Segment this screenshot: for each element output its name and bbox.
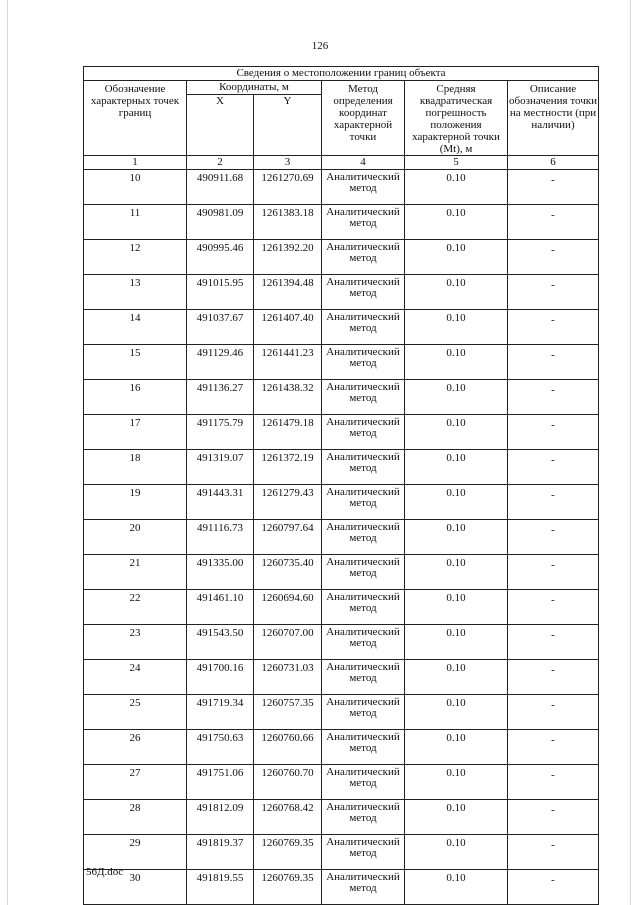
- cell-x: 491129.46: [187, 345, 254, 380]
- cell-error: 0.10: [405, 450, 508, 485]
- cell-y: 1261270.69: [254, 170, 322, 205]
- cell-description: -: [508, 625, 599, 660]
- cell-error: 0.10: [405, 800, 508, 835]
- cell-point-number: 15: [84, 345, 187, 380]
- cell-x: 491750.63: [187, 730, 254, 765]
- cell-point-number: 27: [84, 765, 187, 800]
- cell-error: 0.10: [405, 275, 508, 310]
- cell-method: Аналитический метод: [322, 835, 405, 870]
- cell-description: -: [508, 240, 599, 275]
- column-number: 4: [322, 156, 405, 170]
- table-row: [84, 275, 599, 310]
- cell-description: -: [508, 415, 599, 450]
- cell-method: Аналитический метод: [322, 485, 405, 520]
- cell-description: -: [508, 345, 599, 380]
- cell-y: 1260760.66: [254, 730, 322, 765]
- cell-point-number: 22: [84, 590, 187, 625]
- table-row: [84, 730, 599, 765]
- cell-method: Аналитический метод: [322, 555, 405, 590]
- table-row: [84, 310, 599, 345]
- cell-description: -: [508, 450, 599, 485]
- cell-y: 1261479.18: [254, 415, 322, 450]
- table-row: [84, 555, 599, 590]
- cell-y: 1261441.23: [254, 345, 322, 380]
- cell-point-number: 24: [84, 660, 187, 695]
- cell-error: 0.10: [405, 730, 508, 765]
- cell-point-number: 14: [84, 310, 187, 345]
- cell-method: Аналитический метод: [322, 240, 405, 275]
- cell-point-number: 19: [84, 485, 187, 520]
- cell-description: -: [508, 275, 599, 310]
- cell-method: Аналитический метод: [322, 520, 405, 555]
- cell-point-number: 28: [84, 800, 187, 835]
- cell-method: Аналитический метод: [322, 205, 405, 240]
- cell-point-number: 23: [84, 625, 187, 660]
- cell-description: -: [508, 205, 599, 240]
- cell-y: 1260768.42: [254, 800, 322, 835]
- table-row: [84, 485, 599, 520]
- header-y: Y: [254, 95, 322, 156]
- header-error: Средняя квадратическая погрешность положения характерной точки (Mt), м: [405, 81, 508, 156]
- cell-y: 1260760.70: [254, 765, 322, 800]
- table-row: [84, 450, 599, 485]
- cell-point-number: 30: [84, 870, 187, 905]
- table-row: [84, 170, 599, 205]
- cell-point-number: 20: [84, 520, 187, 555]
- table-row: [84, 240, 599, 275]
- cell-description: -: [508, 730, 599, 765]
- table-row: [84, 380, 599, 415]
- cell-method: Аналитический метод: [322, 415, 405, 450]
- cell-x: 490981.09: [187, 205, 254, 240]
- column-number: 5: [405, 156, 508, 170]
- cell-y: 1260731.03: [254, 660, 322, 695]
- cell-x: 491461.10: [187, 590, 254, 625]
- cell-method: Аналитический метод: [322, 625, 405, 660]
- cell-description: -: [508, 800, 599, 835]
- cell-error: 0.10: [405, 765, 508, 800]
- cell-x: 491819.37: [187, 835, 254, 870]
- cell-y: 1260707.00: [254, 625, 322, 660]
- table-row: [84, 205, 599, 240]
- cell-x: 490911.68: [187, 170, 254, 205]
- cell-description: -: [508, 520, 599, 555]
- cell-method: Аналитический метод: [322, 870, 405, 905]
- cell-description: -: [508, 765, 599, 800]
- cell-y: 1260769.35: [254, 835, 322, 870]
- cell-x: 491700.16: [187, 660, 254, 695]
- cell-y: 1260769.35: [254, 870, 322, 905]
- table-row: [84, 520, 599, 555]
- cell-x: 491443.31: [187, 485, 254, 520]
- cell-error: 0.10: [405, 345, 508, 380]
- cell-y: 1261383.18: [254, 205, 322, 240]
- cell-method: Аналитический метод: [322, 590, 405, 625]
- table-row: [84, 870, 599, 905]
- cell-y: 1260694.60: [254, 590, 322, 625]
- cell-description: -: [508, 555, 599, 590]
- cell-y: 1261279.43: [254, 485, 322, 520]
- cell-x: 491319.07: [187, 450, 254, 485]
- cell-error: 0.10: [405, 695, 508, 730]
- boundary-coordinates-table: [83, 66, 599, 905]
- footer-filename: 56Д.doc: [86, 866, 124, 878]
- cell-method: Аналитический метод: [322, 345, 405, 380]
- cell-error: 0.10: [405, 625, 508, 660]
- boundary-table-container: [83, 66, 598, 905]
- table-body: [84, 170, 599, 905]
- cell-method: Аналитический метод: [322, 170, 405, 205]
- cell-x: 491719.34: [187, 695, 254, 730]
- cell-y: 1260797.64: [254, 520, 322, 555]
- table-row: [84, 800, 599, 835]
- header-description: Описание обозначения точки на местности (при наличии): [508, 81, 599, 156]
- cell-method: Аналитический метод: [322, 380, 405, 415]
- cell-error: 0.10: [405, 240, 508, 275]
- page-number: 126: [311, 40, 329, 52]
- table-row: [84, 590, 599, 625]
- cell-error: 0.10: [405, 520, 508, 555]
- cell-x: 491819.55: [187, 870, 254, 905]
- cell-description: -: [508, 835, 599, 870]
- cell-point-number: 11: [84, 205, 187, 240]
- cell-method: Аналитический метод: [322, 695, 405, 730]
- header-coordinates: Координаты, м: [187, 81, 322, 95]
- cell-method: Аналитический метод: [322, 310, 405, 345]
- header-x: X: [187, 95, 254, 156]
- column-number: 6: [508, 156, 599, 170]
- cell-method: Аналитический метод: [322, 765, 405, 800]
- cell-x: 491015.95: [187, 275, 254, 310]
- cell-y: 1260757.35: [254, 695, 322, 730]
- cell-method: Аналитический метод: [322, 275, 405, 310]
- cell-x: 491116.73: [187, 520, 254, 555]
- cell-error: 0.10: [405, 205, 508, 240]
- cell-description: -: [508, 870, 599, 905]
- cell-y: 1261372.19: [254, 450, 322, 485]
- cell-point-number: 25: [84, 695, 187, 730]
- table-row: [84, 625, 599, 660]
- header-method: Метод определения координат характерной точки: [322, 81, 405, 156]
- cell-x: 491175.79: [187, 415, 254, 450]
- column-number: 1: [84, 156, 187, 170]
- cell-point-number: 26: [84, 730, 187, 765]
- cell-error: 0.10: [405, 835, 508, 870]
- cell-point-number: 21: [84, 555, 187, 590]
- cell-x: 490995.46: [187, 240, 254, 275]
- table-row: [84, 660, 599, 695]
- cell-description: -: [508, 590, 599, 625]
- scan-edge-left: [7, 0, 8, 905]
- cell-x: 491136.27: [187, 380, 254, 415]
- cell-x: 491037.67: [187, 310, 254, 345]
- cell-point-number: 17: [84, 415, 187, 450]
- cell-error: 0.10: [405, 310, 508, 345]
- scan-edge-right: [630, 0, 631, 905]
- cell-error: 0.10: [405, 485, 508, 520]
- cell-description: -: [508, 660, 599, 695]
- cell-y: 1261407.40: [254, 310, 322, 345]
- cell-description: -: [508, 170, 599, 205]
- cell-y: 1261392.20: [254, 240, 322, 275]
- cell-error: 0.10: [405, 660, 508, 695]
- cell-method: Аналитический метод: [322, 800, 405, 835]
- cell-point-number: 29: [84, 835, 187, 870]
- cell-error: 0.10: [405, 590, 508, 625]
- cell-error: 0.10: [405, 170, 508, 205]
- table-row: [84, 345, 599, 380]
- table-caption: Сведения о местоположении границ объекта: [84, 67, 599, 81]
- cell-point-number: 13: [84, 275, 187, 310]
- header-point-label: Обозначение характерных точек границ: [84, 81, 187, 156]
- cell-point-number: 16: [84, 380, 187, 415]
- cell-x: 491543.50: [187, 625, 254, 660]
- cell-x: 491812.09: [187, 800, 254, 835]
- cell-point-number: 18: [84, 450, 187, 485]
- cell-description: -: [508, 310, 599, 345]
- cell-x: 491335.00: [187, 555, 254, 590]
- column-number: 3: [254, 156, 322, 170]
- cell-y: 1261438.32: [254, 380, 322, 415]
- cell-error: 0.10: [405, 415, 508, 450]
- cell-description: -: [508, 695, 599, 730]
- cell-method: Аналитический метод: [322, 730, 405, 765]
- table-row: [84, 835, 599, 870]
- cell-description: -: [508, 380, 599, 415]
- cell-method: Аналитический метод: [322, 450, 405, 485]
- cell-x: 491751.06: [187, 765, 254, 800]
- table-row: [84, 415, 599, 450]
- cell-error: 0.10: [405, 870, 508, 905]
- cell-method: Аналитический метод: [322, 660, 405, 695]
- table-row: [84, 695, 599, 730]
- cell-y: 1260735.40: [254, 555, 322, 590]
- cell-point-number: 12: [84, 240, 187, 275]
- cell-description: -: [508, 485, 599, 520]
- cell-error: 0.10: [405, 380, 508, 415]
- column-number: 2: [187, 156, 254, 170]
- cell-point-number: 10: [84, 170, 187, 205]
- cell-y: 1261394.48: [254, 275, 322, 310]
- table-row: [84, 765, 599, 800]
- cell-error: 0.10: [405, 555, 508, 590]
